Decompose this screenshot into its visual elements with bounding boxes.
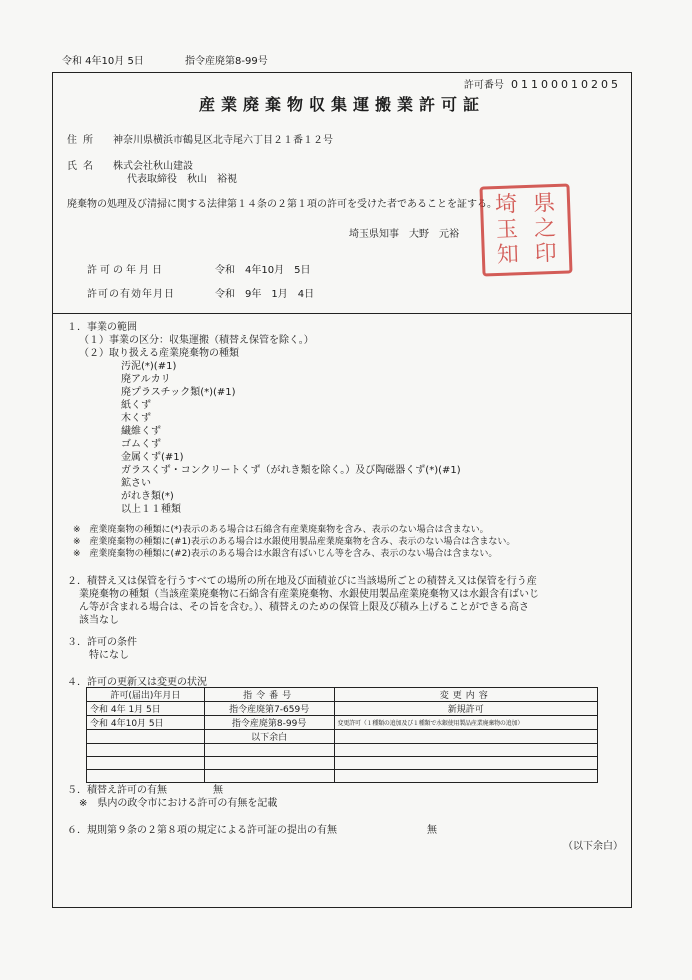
table-cell	[334, 770, 597, 783]
table-row	[87, 716, 598, 730]
section2-line: ２．積替え又は保管を行うすべての場所の所在地及び面積並びに当該場所ごとの積替え又は保管を行う産	[67, 576, 537, 587]
official-seal	[479, 183, 572, 276]
waste-item: 繊維くず	[121, 426, 161, 437]
section2-value: 該当なし	[79, 615, 119, 626]
section3-value: 特になし	[89, 650, 129, 661]
section1-item1: （１）事業の区分：収集運搬（積替え保管を除く。）	[79, 335, 314, 346]
table-cell: 令和 4年 1月 5日	[87, 702, 205, 716]
permit-number-value: 01100010205	[511, 78, 621, 91]
column-header: 許可(届出)年月日	[87, 688, 205, 702]
table-row	[87, 702, 598, 716]
column-header: 指令番号	[204, 688, 334, 702]
table-cell	[334, 744, 597, 757]
section5-value: 無	[213, 785, 223, 796]
waste-item: 鉱さい	[121, 478, 151, 489]
table-row	[87, 757, 598, 770]
column-header: 変更内容	[334, 688, 597, 702]
seal-char: 埼	[494, 191, 518, 218]
waste-item: 廃アルカリ	[121, 374, 171, 385]
company-name: 株式会社秋山建設	[113, 161, 193, 172]
header-line	[62, 52, 306, 67]
valid-date-label: 許可の有効年月日	[87, 289, 175, 300]
section1-note: ※ 産業廃棄物の種類に(#2)表示のある場合は水銀含有ばいじん等を含み、表示のない場合は含まない。	[73, 549, 498, 559]
table-cell: 令和 4年10月 5日	[87, 716, 205, 730]
issuer: 埼玉県知事 大野 元裕	[349, 229, 459, 240]
waste-item: 木くず	[121, 413, 151, 424]
permit-date-label: 許可の年月日	[87, 265, 165, 276]
table-cell	[204, 770, 334, 783]
section6-value: 無	[427, 825, 437, 836]
seal-char: 知	[496, 242, 520, 269]
section2-line: 業廃棄物の種類（当該産業廃棄物に石綿含有産業廃棄物、水銀使用製品産業廃棄物又は水銀含有ばいじ	[79, 589, 539, 600]
permit-number	[464, 76, 621, 91]
table-cell	[87, 730, 205, 744]
section4-heading: ４．許可の更新又は変更の状況	[67, 677, 207, 688]
table-cell	[334, 730, 597, 744]
waste-item: 紙くず	[121, 400, 151, 411]
section1-item2: （２）取り扱える産業廃棄物の種類	[79, 348, 239, 359]
seal-char: 玉	[495, 217, 519, 244]
valid-date-value: 令和 9年 1月 4日	[215, 289, 315, 300]
waste-item: 汚泥(*)(#1)	[121, 361, 177, 372]
permit-date-value: 令和 4年10月 5日	[215, 265, 311, 276]
section6-heading: ６．規則第９条の２第８項の規定による許可証の提出の有無	[67, 825, 337, 836]
section2-line: ん等が含まれる場合は、その旨を含む。）、積替えのための保管上限及び積み上げることができる高さ	[79, 602, 529, 613]
waste-total: 以上１１種類	[121, 504, 181, 515]
certify-text: 廃棄物の処理及び清掃に関する法律第１４条の２第１項の許可を受けた者であることを証する。	[67, 199, 497, 210]
table-cell: 変更許可（１種類の追加及び１種類で水銀使用製品産業廃棄物の追加）	[334, 716, 597, 730]
section1-note: ※ 産業廃棄物の種類に(#1)表示のある場合は水銀使用製品産業廃棄物を含み、表示のない場合は含まない。	[73, 537, 516, 547]
waste-item: がれき類(*)	[121, 491, 174, 502]
closing-remark: （以下余白）	[563, 841, 623, 852]
permit-number-label: 許可番号	[463, 80, 504, 91]
name-label: 氏名	[67, 161, 99, 172]
waste-item: 金属くず(#1)	[121, 452, 184, 463]
table-header-row	[87, 688, 598, 702]
address-value: 神奈川県横浜市鶴見区北寺尾六丁目２１番１２号	[113, 135, 333, 146]
header-date: 令和 4年10月 5日	[62, 56, 144, 67]
table-row	[87, 744, 598, 757]
table-cell	[87, 744, 205, 757]
table-cell: 指令産廃第8-99号	[204, 716, 334, 730]
waste-item: ゴムくず	[121, 439, 161, 450]
representative-name: 代表取締役 秋山 裕視	[127, 174, 237, 185]
seal-char: 之	[533, 215, 557, 242]
section3-heading: ３．許可の条件	[67, 637, 137, 648]
table-row	[87, 730, 598, 744]
table-cell	[334, 757, 597, 770]
document-title: 産業廃棄物収集運搬業許可証	[198, 95, 485, 114]
seal-char: 印	[534, 241, 558, 268]
table-cell: 指令産廃第7-659号	[204, 702, 334, 716]
section1-heading: １．事業の範囲	[67, 322, 137, 333]
table-cell	[204, 744, 334, 757]
seal-char: 県	[532, 190, 556, 217]
section1-note: ※ 産業廃棄物の種類に(*)表示のある場合は石綿含有産業廃棄物を含み、表示のない場合は含まない。	[73, 525, 489, 535]
permit-frame	[52, 72, 632, 908]
header-ref: 指令産廃第8-99号	[185, 56, 268, 67]
table-cell	[87, 757, 205, 770]
table-cell	[204, 757, 334, 770]
table-cell: 新規許可	[334, 702, 597, 716]
address-label: 住所	[67, 135, 99, 146]
section-divider	[53, 313, 631, 314]
section5-heading: ５．積替え許可の有無	[67, 785, 167, 796]
waste-item: ガラスくず・コンクリートくず（がれき類を除く。）及び陶磁器くず(*)(#1)	[121, 465, 461, 476]
section5-note: ※ 県内の政令市における許可の有無を記載	[79, 798, 278, 809]
table-cell: 以下余白	[204, 730, 334, 744]
waste-item: 廃プラスチック類(*)(#1)	[121, 387, 236, 398]
history-table	[86, 687, 598, 783]
